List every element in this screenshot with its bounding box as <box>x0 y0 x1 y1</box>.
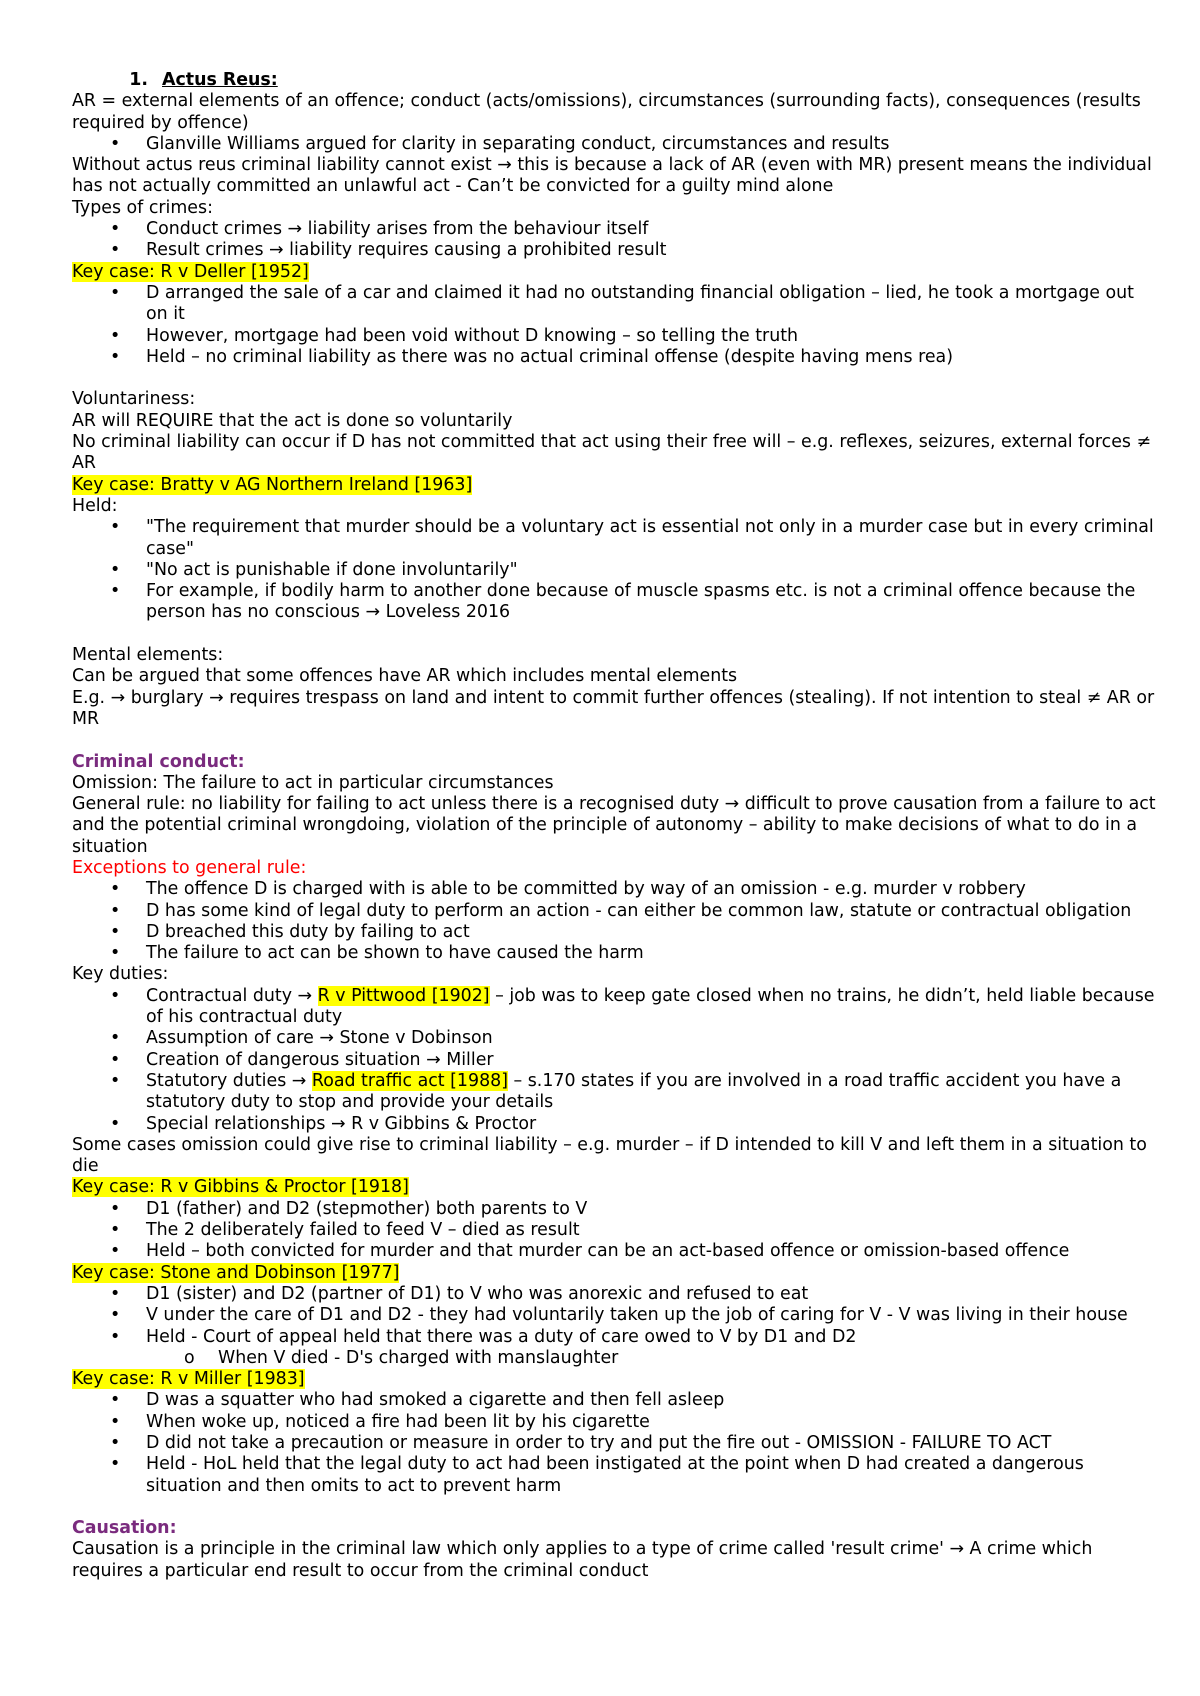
without-ar-text: Without actus reus criminal liability cannot exist → this is because a lack of AR (even with MR) present means the individual has not actually committed an unlawful act - Can’t be convicted for a guilty mind alone <box>72 155 1152 197</box>
mental-elements-label: Mental elements: <box>72 645 224 666</box>
list-item: • When woke up, noticed a fire had been lit by his cigarette <box>72 1412 1160 1433</box>
list-item: • The failure to act can be shown to have caused the harm <box>72 943 1160 964</box>
list-item: • The offence D is charged with is able to be committed by way of an omission - e.g. murder v robbery <box>72 879 1160 900</box>
some-cases-text: Some cases omission could give rise to criminal liability – e.g. murder – if D intended to kill V and left them in a situation to die <box>72 1134 1147 1177</box>
duty-text: Statutory duties → <box>146 1070 312 1091</box>
list-item: • Special relationships → R v Gibbins & Proctor <box>72 1114 1160 1135</box>
section-heading-actus-reus <box>72 70 1160 91</box>
key-case-stone: Key case: Stone and Dobinson [1977] <box>72 1262 400 1283</box>
section-number: 1. <box>129 70 148 90</box>
list-item: • D arranged the sale of a car and claimed it had no outstanding financial obligation – lied, he took a mortgage out on it <box>72 283 1160 326</box>
causation-text: Causation is a principle in the criminal law which only applies to a type of crime called 'result crime' → A crime which requires a particular end result to occur from the criminal conduct <box>72 1539 1093 1581</box>
voluntariness-line: No criminal liability can occur if D has not committed that act using their free will – e.g. reflexes, seizures, external forces ≠ AR <box>72 432 1152 474</box>
voluntariness-label: Voluntariness: <box>72 389 196 410</box>
list-item: • Creation of dangerous situation → Miller <box>72 1050 1160 1071</box>
list-item: • "No act is punishable if done involuntarily" <box>72 560 1160 581</box>
key-case-deller: Key case: R v Deller [1952] <box>72 261 309 282</box>
list-item: • Held - Court of appeal held that there was a duty of care owed to V by D1 and D2 <box>72 1327 1160 1348</box>
list-item: • D was a squatter who had smoked a cigarette and then fell asleep <box>72 1390 1160 1411</box>
exceptions-label: Exceptions to general rule: <box>72 857 307 878</box>
list-item: • Held - HoL held that the legal duty to act had been instigated at the point when D had created a dangerous situation and then omits to act to prevent harm <box>72 1454 1160 1497</box>
list-item: • "The requirement that murder should be a voluntary act is essential not only in a murder case but in every criminal case" <box>72 517 1160 560</box>
omission-text: Omission: The failure to act in particular circumstances <box>72 772 554 793</box>
held-label: Held: <box>72 495 118 516</box>
mental-line: E.g. → burglary → requires trespass on land and intent to commit further offences (stealing). If not intention to steal ≠ AR or MR <box>72 687 1155 729</box>
list-item: • D has some kind of legal duty to perform an action - can either be common law, statute or contractual obligation <box>72 901 1160 922</box>
list-item: • For example, if bodily harm to another done because of muscle spasms etc. is not a criminal offence because the person has no conscious → Loveless 2016 <box>72 581 1160 624</box>
key-case-road-traffic-act: Road traffic act [1988] <box>311 1070 508 1091</box>
key-duties-label: Key duties: <box>72 964 169 985</box>
mental-line: Can be argued that some offences have AR which includes mental elements <box>72 666 738 687</box>
list-item: • However, mortgage had been void without D knowing – so telling the truth <box>72 326 1160 347</box>
list-item: • Glanville Williams argued for clarity in separating conduct, circumstances and results <box>72 134 1160 155</box>
list-item: • D did not take a precaution or measure in order to try and put the fire out - OMISSION - FAILURE TO ACT <box>72 1433 1160 1454</box>
general-rule-text: General rule: no liability for failing to act unless there is a recognised duty → difficult to prove causation from a failure to act and the potential criminal wrongdoing, violation of the principle of autonomy – ability to make decisions of what to do in a situation <box>72 794 1156 857</box>
ar-definition: AR = external elements of an offence; conduct (acts/omissions), circumstances (surrounding facts), consequences (results required by offence) <box>72 91 1141 133</box>
list-item: • The 2 deliberately failed to feed V – died as result <box>72 1220 1160 1241</box>
criminal-conduct-heading: Criminal conduct: <box>72 751 245 772</box>
list-item: • Assumption of care → Stone v Dobinson <box>72 1028 1160 1049</box>
list-item: • D breached this duty by failing to act <box>72 922 1160 943</box>
list-item: • Conduct crimes → liability arises from the behaviour itself <box>72 219 1160 240</box>
list-item <box>72 986 1160 1029</box>
key-case-gibbins: Key case: R v Gibbins & Proctor [1918] <box>72 1177 409 1198</box>
key-case-pittwood: R v Pittwood [1902] <box>317 985 490 1006</box>
key-case-miller: Key case: R v Miller [1983] <box>72 1369 305 1390</box>
section-title: Actus Reus: <box>162 70 278 90</box>
list-item: • Result crimes → liability requires causing a prohibited result <box>72 240 1160 261</box>
duty-text: – s.170 states if you are involved in a road traffic accident you have a statutory duty to stop and provide your details <box>146 1070 1122 1113</box>
list-item <box>72 1071 1160 1114</box>
list-item: • D1 (sister) and D2 (partner of D1) to V who was anorexic and refused to eat <box>72 1284 1160 1305</box>
key-case-bratty: Key case: Bratty v AG Northern Ireland [1963] <box>72 474 473 495</box>
list-item: • Held – no criminal liability as there was no actual criminal offense (despite having mens rea) <box>72 347 1160 368</box>
duty-text: Contractual duty → <box>146 985 318 1006</box>
sub-list-item: o When V died - D's charged with manslaughter <box>72 1348 1160 1369</box>
types-label: Types of crimes: <box>72 197 213 218</box>
list-item: • D1 (father) and D2 (stepmother) both parents to V <box>72 1199 1160 1220</box>
list-item: • Held – both convicted for murder and that murder can be an act-based offence or omission-based offence <box>72 1241 1160 1262</box>
list-item: • V under the care of D1 and D2 - they had voluntarily taken up the job of caring for V - V was living in their house <box>72 1305 1160 1326</box>
voluntariness-line: AR will REQUIRE that the act is done so voluntarily <box>72 410 513 431</box>
duty-text: – job was to keep gate closed when no trains, he didn’t, held liable because of his contractual duty <box>146 985 1155 1028</box>
causation-heading: Causation: <box>72 1518 177 1539</box>
